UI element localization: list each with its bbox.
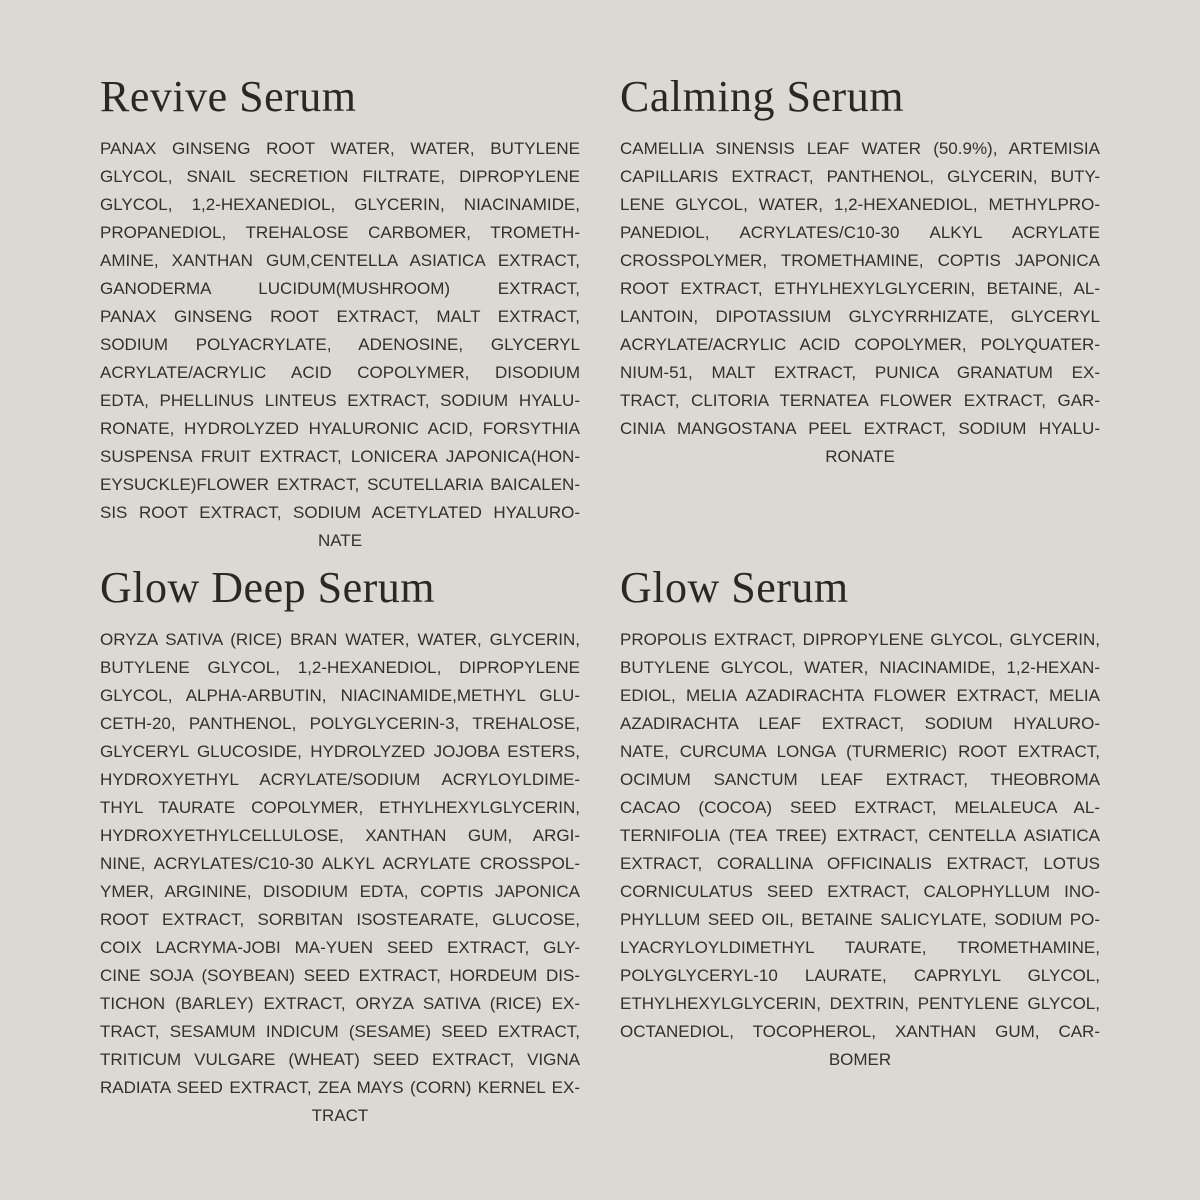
ingredient-line: CETH-20, PANTHENOL, POLYGLYCERIN-3, TREHALOSE, [100, 714, 580, 733]
ingredient-line: LENE GLYCOL, WATER, 1,2-HEXANEDIOL, METHYLPRO- [620, 195, 1100, 214]
ingredient-line: NATE [317, 531, 363, 550]
ingredient-line: EDIOL, MELIA AZADIRACHTA FLOWER EXTRACT, MELIA [620, 686, 1100, 705]
ingredient-line: HYDROXYETHYL ACRYLATE/SODIUM ACRYLOYLDIME- [100, 770, 580, 789]
ingredient-line: RONATE [825, 447, 895, 466]
ingredient-line: GLYCERYL GLUCOSIDE, HYDROLYZED JOJOBA ESTERS, [100, 742, 580, 761]
ingredient-line: PROPANEDIOL, TREHALOSE CARBOMER, TROMETH- [100, 223, 580, 242]
ingredient-line: NINE, ACRYLATES/C10-30 ALKYL ACRYLATE CROSSPOL- [100, 854, 580, 873]
ingredient-line: CINIA MANGOSTANA PEEL EXTRACT, SODIUM HYALU- [620, 419, 1100, 438]
ingredient-line: TRACT, SESAMUM INDICUM (SESAME) SEED EXTRACT, [100, 1022, 580, 1041]
ingredient-line: YMER, ARGININE, DISODIUM EDTA, COPTIS JAPONICA [100, 882, 580, 901]
section-title-calming-serum: Calming Serum [620, 72, 904, 121]
ingredient-line: ROOT EXTRACT, ETHYLHEXYLGLYCERIN, BETAINE, AL- [620, 279, 1100, 298]
ingredient-line: ACRYLATE/ACRYLIC ACID COPOLYMER, POLYQUATER- [620, 335, 1100, 354]
ingredient-line: ROOT EXTRACT, SORBITAN ISOSTEARATE, GLUCOSE, [100, 910, 580, 929]
ingredient-line: TRACT [311, 1106, 369, 1125]
ingredient-line: LYACRYLOYLDIMETHYL TAURATE, TROMETHAMINE, [620, 938, 1100, 957]
section-revive-serum [100, 72, 580, 555]
ingredient-line: GLYCOL, ALPHA-ARBUTIN, NIACINAMIDE,METHYL GLU- [100, 686, 580, 705]
ingredient-line: RADIATA SEED EXTRACT, ZEA MAYS (CORN) KERNEL EX- [100, 1078, 580, 1097]
ingredient-line: NATE, CURCUMA LONGA (TURMERIC) ROOT EXTRACT, [620, 742, 1100, 761]
ingredient-list-glow-serum [620, 626, 1100, 1074]
section-glow-deep-serum [100, 563, 580, 1130]
ingredient-line: AMINE, XANTHAN GUM,CENTELLA ASIATICA EXTRACT, [100, 251, 580, 270]
ingredient-line: ETHYLHEXYLGLYCERIN, DEXTRIN, PENTYLENE GLYCOL, [620, 994, 1100, 1013]
ingredient-line: CORNICULATUS SEED EXTRACT, CALOPHYLLUM INO- [620, 882, 1100, 901]
ingredient-line: ORYZA SATIVA (RICE) BRAN WATER, WATER, GLYCERIN, [100, 630, 580, 649]
ingredient-line: TRITICUM VULGARE (WHEAT) SEED EXTRACT, VIGNA [100, 1050, 580, 1069]
section-title-glow-serum: Glow Serum [620, 563, 849, 612]
ingredient-line: AZADIRACHTA LEAF EXTRACT, SODIUM HYALURO- [620, 714, 1100, 733]
ingredient-line: SIS ROOT EXTRACT, SODIUM ACETYLATED HYALURO- [100, 503, 580, 522]
section-calming-serum [620, 72, 1100, 471]
ingredient-line: RONATE, HYDROLYZED HYALURONIC ACID, FORSYTHIA [100, 419, 580, 438]
ingredient-line: EXTRACT, CORALLINA OFFICINALIS EXTRACT, LOTUS [620, 854, 1100, 873]
ingredient-line: CAPILLARIS EXTRACT, PANTHENOL, GLYCERIN, BUTY- [620, 167, 1100, 186]
ingredient-line: OCIMUM SANCTUM LEAF EXTRACT, THEOBROMA [620, 770, 1100, 789]
ingredient-line: TERNIFOLIA (TEA TREE) EXTRACT, CENTELLA ASIATICA [620, 826, 1100, 845]
ingredient-line: COIX LACRYMA-JOBI MA-YUEN SEED EXTRACT, GLY- [100, 938, 580, 957]
ingredient-line: EYSUCKLE)FLOWER EXTRACT, SCUTELLARIA BAICALEN- [100, 475, 580, 494]
ingredient-line: BUTYLENE GLYCOL, WATER, NIACINAMIDE, 1,2-HEXAN- [620, 658, 1100, 677]
ingredient-line: BUTYLENE GLYCOL, 1,2-HEXANEDIOL, DIPROPYLENE [100, 658, 580, 677]
ingredient-line: LANTOIN, DIPOTASSIUM GLYCYRRHIZATE, GLYCERYL [620, 307, 1100, 326]
ingredient-line: TRACT, CLITORIA TERNATEA FLOWER EXTRACT, GAR- [620, 391, 1100, 410]
ingredient-list-calming-serum [620, 135, 1100, 471]
ingredient-line: GANODERMA LUCIDUM(MUSHROOM) EXTRACT, [100, 279, 580, 298]
ingredient-list-revive-serum [100, 135, 580, 555]
ingredient-line: HYDROXYETHYLCELLULOSE, XANTHAN GUM, ARGI- [100, 826, 580, 845]
ingredient-line: PROPOLIS EXTRACT, DIPROPYLENE GLYCOL, GLYCERIN, [620, 630, 1100, 649]
ingredient-line: CROSSPOLYMER, TROMETHAMINE, COPTIS JAPONICA [620, 251, 1100, 270]
ingredient-line: PHYLLUM SEED OIL, BETAINE SALICYLATE, SODIUM PO- [620, 910, 1100, 929]
section-title-glow-deep-serum: Glow Deep Serum [100, 563, 435, 612]
ingredient-line: PANAX GINSENG ROOT EXTRACT, MALT EXTRACT, [100, 307, 580, 326]
ingredient-line: CAMELLIA SINENSIS LEAF WATER (50.9%), ARTEMISIA [620, 139, 1100, 158]
ingredient-line: ACRYLATE/ACRYLIC ACID COPOLYMER, DISODIUM [100, 363, 580, 382]
ingredient-line: GLYCOL, 1,2-HEXANEDIOL, GLYCERIN, NIACINAMIDE, [100, 195, 580, 214]
ingredient-line: SODIUM POLYACRYLATE, ADENOSINE, GLYCERYL [100, 335, 580, 354]
section-title-revive-serum: Revive Serum [100, 72, 357, 121]
ingredient-line: NIUM-51, MALT EXTRACT, PUNICA GRANATUM EX- [620, 363, 1100, 382]
section-glow-serum [620, 563, 1100, 1074]
ingredient-line: OCTANEDIOL, TOCOPHEROL, XANTHAN GUM, CAR- [620, 1022, 1100, 1041]
ingredient-line: BOMER [828, 1050, 892, 1069]
ingredient-line: PANEDIOL, ACRYLATES/C10-30 ALKYL ACRYLATE [620, 223, 1100, 242]
ingredient-line: PANAX GINSENG ROOT WATER, WATER, BUTYLENE [100, 139, 580, 158]
ingredient-list-glow-deep-serum [100, 626, 580, 1130]
ingredient-line: CACAO (COCOA) SEED EXTRACT, MELALEUCA AL- [620, 798, 1100, 817]
ingredient-line: POLYGLYCERYL-10 LAURATE, CAPRYLYL GLYCOL, [620, 966, 1100, 985]
ingredient-line: TICHON (BARLEY) EXTRACT, ORYZA SATIVA (RICE) EX- [100, 994, 580, 1013]
ingredient-line: CINE SOJA (SOYBEAN) SEED EXTRACT, HORDEUM DIS- [100, 966, 580, 985]
ingredient-line: GLYCOL, SNAIL SECRETION FILTRATE, DIPROPYLENE [100, 167, 580, 186]
ingredient-line: EDTA, PHELLINUS LINTEUS EXTRACT, SODIUM HYALU- [100, 391, 580, 410]
ingredient-line: THYL TAURATE COPOLYMER, ETHYLHEXYLGLYCERIN, [100, 798, 580, 817]
ingredient-line: SUSPENSA FRUIT EXTRACT, LONICERA JAPONICA(HON- [100, 447, 580, 466]
